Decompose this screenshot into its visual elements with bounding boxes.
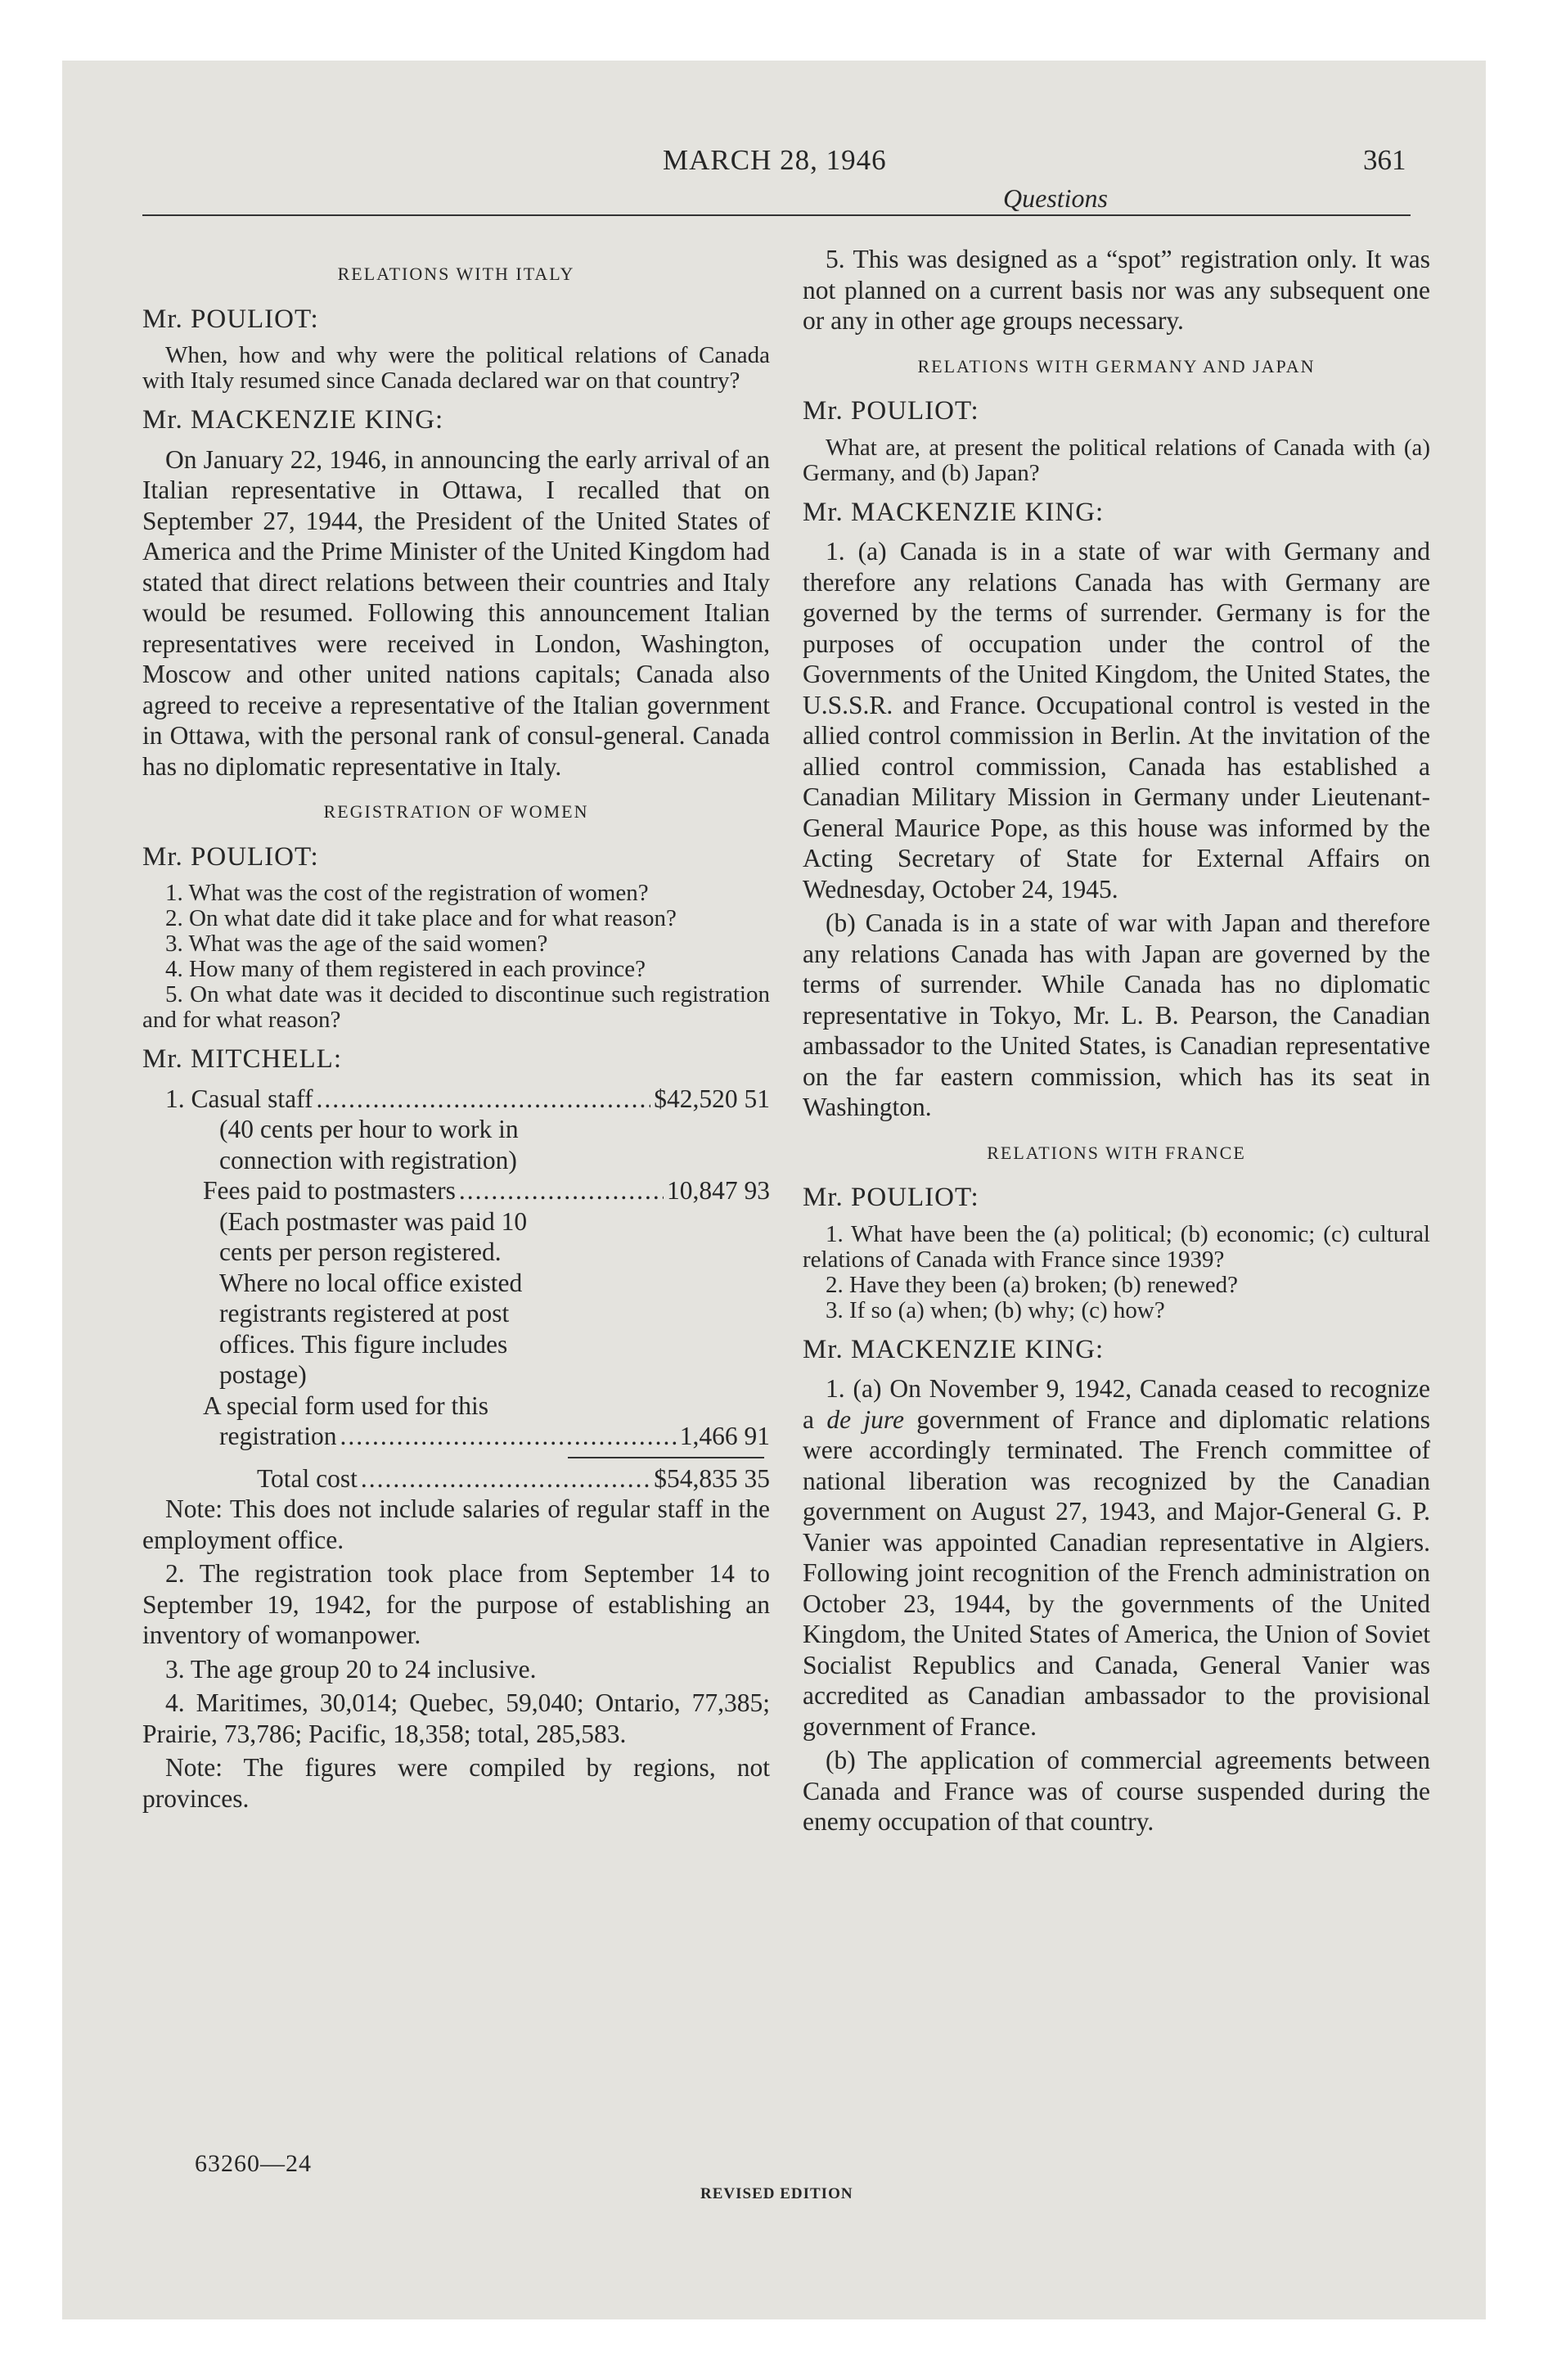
leader-dots bbox=[459, 1175, 664, 1206]
leader-dots bbox=[361, 1463, 650, 1494]
page-number: 361 bbox=[1363, 144, 1406, 176]
speaker-mackenzie-king: Mr. MACKENZIE KING: bbox=[142, 405, 444, 435]
footer-code: 63260—24 bbox=[195, 2150, 312, 2177]
cost-amount: $54,835 35 bbox=[654, 1463, 770, 1493]
cost-row-fees bbox=[142, 1175, 770, 1206]
section-heading-women: REGISTRATION OF WOMEN bbox=[323, 801, 589, 822]
right-column bbox=[803, 244, 1430, 1841]
section-heading-germany-japan: RELATIONS WITH GERMANY AND JAPAN bbox=[917, 355, 1316, 376]
speaker-mitchell: Mr. MITCHELL: bbox=[142, 1044, 342, 1074]
section-title: Questions bbox=[1003, 183, 1108, 213]
question-item: 3. If so (a) when; (b) why; (c) how? bbox=[826, 1296, 1165, 1323]
left-column bbox=[142, 244, 770, 1817]
answer-paragraph: 4. Maritimes, 30,014; Quebec, 59,040; Ontario, 77,385; Prairie, 73,786; Pacific, 18,358; total, 285,583. bbox=[142, 1688, 770, 1748]
question-item: 2. On what date did it take place and for what reason? bbox=[165, 905, 677, 931]
answer-text: government of France and diplomatic relations were accordingly terminated. The French committee of national liberation was recognized by the Canadian government on August 27, 1943, and Major-General G. P. Vanier was appointed Canadian representative in Algiers. Following joint recognition of the French administration on October 23, 1944, by the governments of the United Kingdom, the United States of America, the Union of Soviet Socialist Republics and Canada, General Vanier was accredited as Canadian ambassador to the provisional government of France. bbox=[803, 1404, 1430, 1741]
cost-row-form bbox=[142, 1421, 770, 1452]
question-item: 3. What was the age of the said women? bbox=[165, 931, 548, 957]
question-item: 5. On what date was it decided to discontinue such registration and for what reason? bbox=[142, 981, 770, 1033]
answer-paragraph bbox=[803, 1373, 1430, 1742]
speaker-mackenzie-king: Mr. MACKENZIE KING: bbox=[803, 497, 1105, 527]
header-rule bbox=[142, 214, 1411, 216]
question-item: 4. How many of them registered in each province? bbox=[165, 956, 646, 982]
cost-amount: 10,847 93 bbox=[667, 1176, 770, 1205]
cost-label: Total cost bbox=[257, 1463, 358, 1493]
answer-paragraph: 3. The age group 20 to 24 inclusive. bbox=[165, 1654, 537, 1684]
section-heading-italy: RELATIONS WITH ITALY bbox=[337, 264, 575, 284]
footer-edition: REVISED EDITION bbox=[700, 2185, 853, 2202]
cost-label: A special form used for this bbox=[203, 1391, 489, 1420]
section-heading-france: RELATIONS WITH FRANCE bbox=[987, 1142, 1246, 1163]
leader-dots bbox=[340, 1421, 676, 1452]
speaker-pouliot: Mr. POULIOT: bbox=[142, 841, 319, 872]
note: Note: The figures were compiled by regions, not provinces. bbox=[142, 1753, 770, 1813]
speaker-mackenzie-king: Mr. MACKENZIE KING: bbox=[803, 1334, 1105, 1364]
cost-amount: 1,466 91 bbox=[679, 1422, 770, 1450]
leader-dots bbox=[317, 1084, 651, 1115]
note: Note: This does not include salaries of regular staff in the employment office. bbox=[142, 1494, 770, 1554]
cost-row-casual bbox=[142, 1084, 770, 1115]
header-date: MARCH 28, 1946 bbox=[663, 144, 887, 176]
question-italy: When, how and why were the political relations of Canada with Italy resumed since Canada declared war on that country? bbox=[142, 342, 770, 394]
question-item: 1. What have been the (a) political; (b) economic; (c) cultural relations of Canada with France since 1939? bbox=[803, 1220, 1430, 1273]
cost-amount: $42,520 51 bbox=[654, 1084, 770, 1113]
answer-paragraph: (b) Canada is in a state of war with Japan and therefore any relations Canada has with Japan are governed by the terms of surrender. While Canada has no diplomatic representative in Tokyo, Mr. L. B. Pearson, the Canadian ambassador to the United States, is Canadian representative on the far eastern commission, which has its seat in Washington. bbox=[803, 908, 1430, 1121]
answer-italy: On January 22, 1946, in announcing the early arrival of an Italian representative in Ottawa, I recalled that on September 27, 1944, the President of the United States of America and the Prime Minister of the United Kingdom had stated that direct relations between their countries and Italy would be resumed. Following this announcement Italian representatives were received in London, Washington, Moscow and other united nations capitals; Canada also agreed to receive a representative of the Italian government in Ottawa, with the personal rank of consul-general. Canada has no diplomatic representative in Italy. bbox=[142, 444, 770, 781]
answer-paragraph: 5. This was designed as a “spot” registration only. It was not planned on a current basis nor was any subsequent one or any in other age groups necessary. bbox=[803, 245, 1430, 335]
italic-term: de jure bbox=[826, 1404, 904, 1434]
question-germany-japan: What are, at present the political relations of Canada with (a) Germany, and (b) Japan? bbox=[803, 434, 1430, 486]
question-item: 1. What was the cost of the registration of women? bbox=[165, 880, 649, 906]
speaker-pouliot: Mr. POULIOT: bbox=[803, 396, 979, 426]
question-item: 2. Have they been (a) broken; (b) renewed? bbox=[826, 1271, 1239, 1298]
speaker-pouliot: Mr. POULIOT: bbox=[803, 1183, 979, 1212]
answer-paragraph: 2. The registration took place from September 14 to September 19, 1942, for the purpose of establishing an inventory of womanpower. bbox=[142, 1559, 770, 1649]
cost-row-total bbox=[142, 1463, 770, 1494]
cost-label: 1. Casual staff bbox=[165, 1084, 313, 1113]
total-rule bbox=[568, 1457, 764, 1458]
answer-paragraph: 1. (a) Canada is in a state of war with Germany and therefore any relations Canada has with Germany are governed by the terms of surrender. Germany is for the purposes of occupation under the control of the Governments of the United Kingdom, the United States, the U.S.S.R. and France. Occupational control is vested in the allied control commission in Berlin. At the invitation of the allied control commission, Canada has established a Canadian Military Mission in Germany under Lieutenant-General Maurice Pope, as this house was informed by the Acting Secretary of State for External Affairs on Wednesday, October 24, 1945. bbox=[803, 537, 1430, 904]
cost-label: Fees paid to postmasters bbox=[203, 1176, 456, 1205]
cost-label: registration bbox=[219, 1422, 337, 1450]
answer-paragraph: (b) The application of commercial agreements between Canada and France was of course suspended during the enemy occupation of that country. bbox=[803, 1746, 1430, 1836]
cost-note: (40 cents per hour to work in connection with registration) bbox=[219, 1115, 519, 1174]
cost-note: (Each postmaster was paid 10 cents per person registered. Where no local office existed registrants registered at post offices. This figure includes postage) bbox=[219, 1206, 528, 1389]
speaker-pouliot: Mr. POULIOT: bbox=[142, 304, 319, 334]
answer-text: 1. (a) On November 9, 1942, Canada ceased to recognize a bbox=[803, 1374, 1430, 1434]
